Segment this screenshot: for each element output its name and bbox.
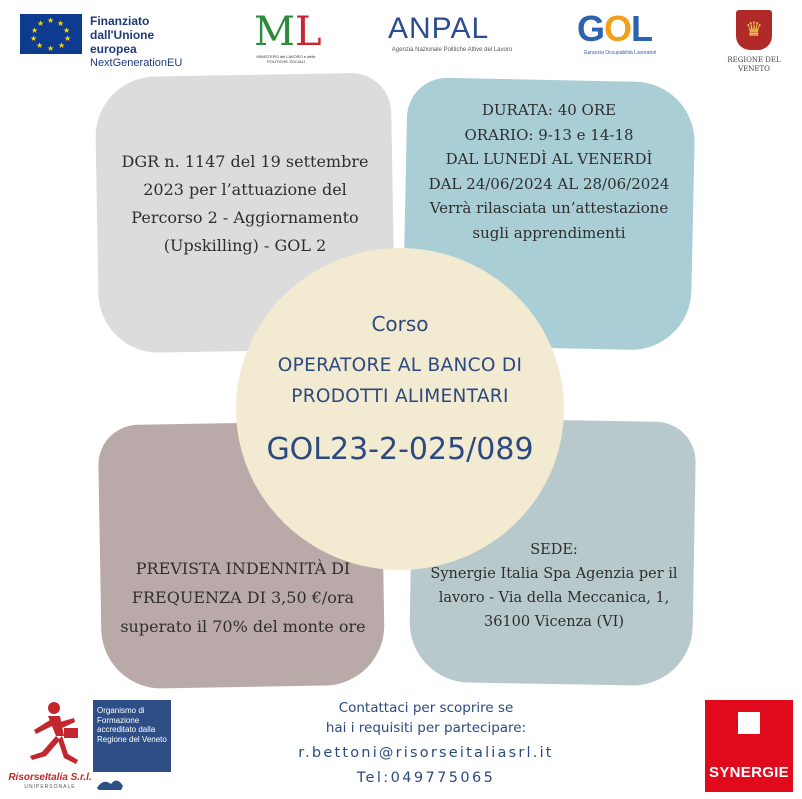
organismo-formazione-logo: [93, 700, 171, 792]
course-code: GOL23-2-025/089: [266, 432, 534, 467]
organismo-box: [93, 700, 171, 772]
schedule-line: ORARIO: 9-13 e 14-18: [464, 125, 634, 144]
dgr-line: DGR n. 1147 del 19 settembre: [121, 152, 369, 171]
running-man-icon: [20, 700, 80, 770]
eu-logo-line1: Finanziato: [90, 14, 150, 28]
ministero-letter-m: M: [254, 9, 295, 55]
dgr-line: Percorso 2 - Aggiornamento: [131, 208, 359, 227]
indemnity-line: FREQUENZA DI 3,50 €/ora: [131, 588, 355, 607]
indemnity-text: [104, 554, 382, 641]
indemnity-line: superato il 70% del monte ore: [120, 617, 366, 636]
venue-line: SEDE:: [530, 542, 578, 558]
course-title-line1: OPERATORE AL BANCO DI: [277, 355, 523, 376]
risorseitalia-logo: [8, 700, 92, 792]
schedule-line: DAL LUNEDÌ AL VENERDÌ: [445, 150, 653, 168]
eu-logo-line2: dall'Unione europea: [90, 28, 155, 56]
course-label: Corso: [371, 312, 429, 336]
schedule-line: Verrà rilasciata un’attestazione: [429, 199, 669, 217]
contact-block: [250, 698, 602, 790]
anpal-word: ANPAL: [388, 12, 490, 45]
risorse-sub: UNIPERSONALE: [24, 784, 76, 790]
synergie-square-icon: [738, 712, 760, 734]
contact-intro-line2: hai i requisiti per partecipare:: [325, 720, 527, 736]
ministero-letter-l: L: [294, 9, 322, 55]
synergie-word: SYNERGIE: [709, 764, 789, 781]
synergie-logo: [705, 700, 793, 792]
anpal-logo: [382, 12, 522, 58]
veneto-lion-icon: [93, 774, 171, 792]
course-schedule-text: [410, 98, 688, 245]
gol-word: [577, 10, 652, 48]
eu-flag-icon: ★ ★ ★ ★ ★ ★ ★ ★ ★ ★: [20, 14, 82, 54]
ministero-lavoro-logo: [250, 10, 322, 68]
contact-email-link[interactable]: r.bettoni@risorseitaliasrl.it: [298, 745, 554, 761]
eu-logo-line3: NextGenerationEU: [90, 57, 183, 69]
schedule-line: sugli apprendimenti: [472, 223, 626, 242]
dgr-line: (Upskilling) - GOL 2: [163, 236, 327, 255]
ministero-letters: [254, 10, 322, 54]
eu-funding-logo: [20, 12, 200, 69]
contact-intro-line1: Contattaci per scoprire se: [338, 700, 514, 716]
gol-letter-o: O: [604, 8, 632, 49]
gol-caption: Garanzia Occupabilità Lavoratori: [583, 50, 657, 56]
veneto-caption: REGIONE DEL VENETO: [727, 56, 781, 73]
venue-line: Synergie Italia Spa Agenzia per il: [430, 566, 678, 582]
schedule-line: DAL 24/06/2024 AL 28/06/2024: [428, 174, 670, 193]
lion-of-st-mark-icon: ♛: [736, 10, 772, 50]
venue-line: 36100 Vicenza (VI): [483, 614, 625, 630]
gol-logo: [575, 10, 665, 60]
eu-logo-text: [90, 14, 200, 70]
indemnity-line: PREVISTA INDENNITÀ DI: [135, 559, 351, 578]
course-title-line2: PRODOTTI ALIMENTARI: [291, 386, 509, 407]
gol-letter-l: L: [631, 8, 653, 49]
dgr-line: 2023 per l’attuazione del: [143, 180, 347, 199]
risorse-name: RisorseItalia S.r.l.: [8, 772, 92, 783]
schedule-line: DURATA: 40 ORE: [481, 101, 617, 119]
regione-veneto-logo: [722, 10, 786, 73]
venue-line: lavoro - Via della Meccanica, 1,: [438, 590, 670, 606]
ministero-caption: MINISTERO del LAVORO e delle POLITICHE SOCIALI: [256, 54, 316, 64]
dgr-reference-text: [100, 148, 390, 260]
contact-phone-link[interactable]: Tel:049775065: [356, 770, 496, 786]
anpal-caption: Agenzia Nazionale Politiche Attive del Lavoro: [391, 47, 513, 53]
organismo-text: Organismo di Formazione accreditato dalla Regione del Veneto: [97, 706, 167, 744]
gol-letter-g: G: [577, 8, 605, 49]
